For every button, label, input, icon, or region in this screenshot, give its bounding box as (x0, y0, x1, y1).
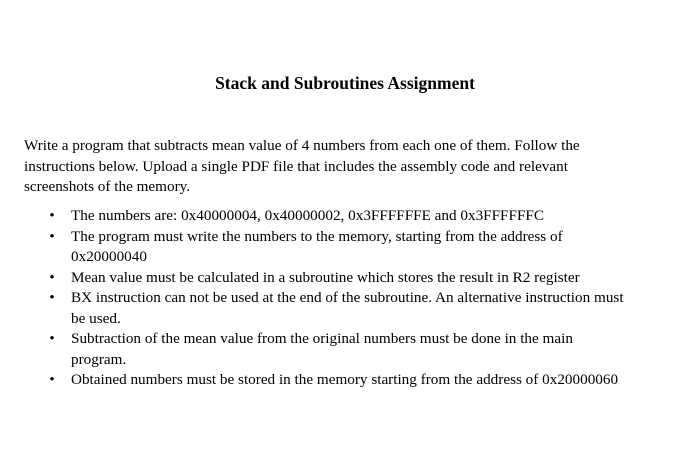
list-item (24, 370, 664, 391)
instruction-store-results: Obtained numbers must be stored in the memory starting from the address of 0x20000060 (71, 371, 619, 388)
instruction-subtraction: Subtraction of the mean value from the original numbers must be done in the main program. (71, 330, 573, 368)
bullet-icon: • (49, 330, 55, 347)
bullet-icon: • (49, 227, 55, 245)
instructions-list (24, 206, 664, 391)
document-title: Stack and Subroutines Assignment (215, 73, 475, 93)
bullet-icon: • (49, 289, 55, 306)
bullet-icon: • (49, 371, 55, 388)
list-item (24, 206, 664, 227)
list-item (24, 288, 664, 329)
instruction-no-bx: BX instruction can not be used at the end of the subroutine. An alternative instruction must be used. (71, 289, 624, 327)
intro-paragraph: Write a program that subtracts mean value of 4 numbers from each one of them. Follow the instructions below. Upload a single PDF file that includes the assembly code and relevant screenshots of the memory. (24, 137, 580, 195)
list-item (24, 227, 664, 268)
instruction-numbers: The numbers are: 0x40000004, 0x40000002, 0x3FFFFFFE and 0x3FFFFFFC (71, 207, 544, 224)
instruction-write-memory: The program must write the numbers to the memory, starting from the address of 0x20000040 (71, 227, 563, 265)
instruction-mean-subroutine: Mean value must be calculated in a subroutine which stores the result in R2 register (71, 268, 580, 286)
list-item (24, 268, 664, 289)
list-item (24, 329, 664, 370)
bullet-icon: • (49, 268, 55, 286)
bullet-icon: • (49, 207, 55, 224)
